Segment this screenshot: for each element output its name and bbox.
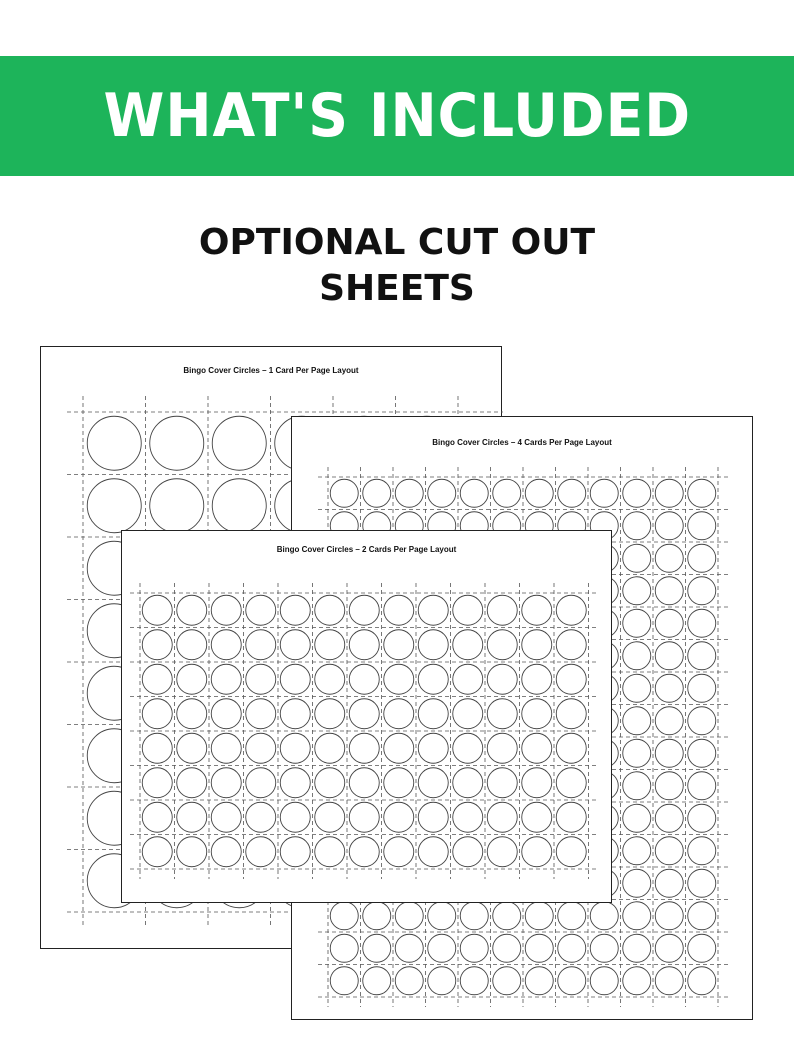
cover-circle bbox=[590, 479, 618, 507]
cover-circle bbox=[655, 577, 683, 605]
cover-circle bbox=[363, 967, 391, 995]
cover-circle bbox=[395, 902, 423, 930]
cover-circle bbox=[623, 512, 651, 540]
cover-circle bbox=[349, 664, 379, 694]
cover-circle bbox=[558, 934, 586, 962]
cover-circle bbox=[428, 934, 456, 962]
cover-circle bbox=[655, 609, 683, 637]
cover-circle bbox=[525, 934, 553, 962]
cover-circle bbox=[177, 768, 207, 798]
cover-circle bbox=[688, 577, 716, 605]
cover-circle bbox=[623, 479, 651, 507]
cover-circle bbox=[349, 733, 379, 763]
cover-circle bbox=[453, 802, 483, 832]
cover-circle bbox=[623, 544, 651, 572]
cover-circle bbox=[212, 479, 266, 533]
cover-circle bbox=[453, 664, 483, 694]
cover-circle bbox=[623, 609, 651, 637]
cover-circle bbox=[384, 733, 414, 763]
header-banner bbox=[0, 56, 794, 176]
cover-circle bbox=[655, 837, 683, 865]
cover-circle bbox=[453, 595, 483, 625]
cover-circle bbox=[522, 837, 552, 867]
cover-circle bbox=[487, 733, 517, 763]
banner-title: WHAT'S INCLUDED bbox=[103, 81, 691, 151]
cover-circle bbox=[487, 768, 517, 798]
subtitle-line-1: OPTIONAL CUT OUT bbox=[198, 222, 596, 263]
cover-circle bbox=[212, 416, 266, 470]
cover-circle bbox=[655, 544, 683, 572]
cover-circle bbox=[688, 804, 716, 832]
cover-circle bbox=[522, 699, 552, 729]
cover-circle bbox=[688, 934, 716, 962]
cover-circle bbox=[418, 733, 448, 763]
cover-circle bbox=[655, 934, 683, 962]
cover-circle bbox=[522, 802, 552, 832]
cover-circle bbox=[623, 804, 651, 832]
cover-circle bbox=[211, 630, 241, 660]
cover-circle bbox=[556, 768, 586, 798]
cover-circle bbox=[418, 837, 448, 867]
cover-circle bbox=[384, 630, 414, 660]
cover-circle bbox=[556, 733, 586, 763]
cover-circle bbox=[363, 902, 391, 930]
cover-circle bbox=[655, 479, 683, 507]
cover-circle bbox=[493, 902, 521, 930]
cover-circle bbox=[688, 902, 716, 930]
cover-circle bbox=[418, 595, 448, 625]
cover-circle bbox=[655, 674, 683, 702]
cover-circle bbox=[655, 869, 683, 897]
cover-circle bbox=[330, 902, 358, 930]
cover-circle bbox=[556, 595, 586, 625]
cover-circle bbox=[688, 512, 716, 540]
cover-circle bbox=[280, 837, 310, 867]
cover-circle bbox=[655, 772, 683, 800]
cover-circle bbox=[487, 595, 517, 625]
cover-circle bbox=[315, 699, 345, 729]
cover-circle bbox=[315, 837, 345, 867]
cover-circle bbox=[428, 479, 456, 507]
cover-circle bbox=[330, 934, 358, 962]
cover-circle bbox=[211, 837, 241, 867]
cover-circle bbox=[315, 595, 345, 625]
cover-circle bbox=[177, 699, 207, 729]
cover-circle bbox=[522, 630, 552, 660]
cover-circle bbox=[280, 733, 310, 763]
cover-circle bbox=[384, 768, 414, 798]
cover-circle bbox=[142, 664, 172, 694]
cover-circle bbox=[177, 733, 207, 763]
cover-circle bbox=[177, 595, 207, 625]
cover-circle bbox=[418, 802, 448, 832]
cover-circle bbox=[246, 802, 276, 832]
cover-circle bbox=[418, 768, 448, 798]
cover-circle bbox=[418, 699, 448, 729]
cover-circle bbox=[590, 967, 618, 995]
cover-circle bbox=[525, 479, 553, 507]
cover-circle bbox=[487, 837, 517, 867]
cover-circle bbox=[211, 802, 241, 832]
cover-circle bbox=[246, 595, 276, 625]
cover-circle bbox=[623, 934, 651, 962]
cover-circle bbox=[493, 479, 521, 507]
cover-circle bbox=[623, 967, 651, 995]
cover-circle bbox=[246, 837, 276, 867]
cover-circle bbox=[487, 630, 517, 660]
cover-circle bbox=[522, 733, 552, 763]
cover-circle bbox=[556, 630, 586, 660]
cover-circle bbox=[177, 630, 207, 660]
cover-circle bbox=[558, 902, 586, 930]
cover-circle bbox=[280, 664, 310, 694]
cover-circle bbox=[349, 837, 379, 867]
cover-circle bbox=[623, 772, 651, 800]
cover-circle bbox=[315, 802, 345, 832]
cover-circle bbox=[453, 630, 483, 660]
cover-circle bbox=[460, 479, 488, 507]
sheet-title: Bingo Cover Circles – 4 Cards Per Page Layout bbox=[432, 438, 612, 447]
cover-circle bbox=[688, 642, 716, 670]
cover-circle bbox=[280, 630, 310, 660]
cover-circle bbox=[623, 902, 651, 930]
cover-circle bbox=[280, 699, 310, 729]
cover-circle bbox=[280, 802, 310, 832]
subtitle-line-2: SHEETS bbox=[319, 268, 475, 309]
cover-circle bbox=[246, 768, 276, 798]
cover-circle bbox=[384, 595, 414, 625]
cover-circle bbox=[395, 479, 423, 507]
cover-circle bbox=[349, 630, 379, 660]
cover-circle bbox=[688, 772, 716, 800]
cover-circle bbox=[330, 479, 358, 507]
cover-circle bbox=[211, 699, 241, 729]
cover-circle bbox=[623, 707, 651, 735]
cover-circle bbox=[211, 733, 241, 763]
cover-circle bbox=[349, 699, 379, 729]
section-subtitle bbox=[0, 220, 794, 312]
cover-circle bbox=[487, 802, 517, 832]
cover-circle bbox=[525, 967, 553, 995]
cover-circle bbox=[556, 802, 586, 832]
cover-circle bbox=[655, 642, 683, 670]
cover-circle bbox=[384, 802, 414, 832]
cover-circle bbox=[330, 967, 358, 995]
cover-circle bbox=[315, 630, 345, 660]
cover-circle bbox=[558, 479, 586, 507]
sheet-title: Bingo Cover Circles – 2 Cards Per Page Layout bbox=[276, 545, 457, 554]
cover-circle bbox=[688, 674, 716, 702]
cover-circle bbox=[623, 642, 651, 670]
cover-circle bbox=[688, 837, 716, 865]
cover-circle bbox=[522, 664, 552, 694]
cover-circle bbox=[177, 837, 207, 867]
cover-circle bbox=[453, 733, 483, 763]
cover-circle bbox=[590, 902, 618, 930]
cover-circle bbox=[493, 967, 521, 995]
cover-circle bbox=[142, 802, 172, 832]
cover-circle bbox=[590, 934, 618, 962]
cover-circle bbox=[211, 595, 241, 625]
cover-circle bbox=[363, 479, 391, 507]
cover-circle bbox=[453, 837, 483, 867]
cover-circle bbox=[655, 512, 683, 540]
cover-circle bbox=[655, 804, 683, 832]
cover-circle bbox=[349, 768, 379, 798]
cover-circles-grid bbox=[122, 531, 613, 904]
cover-circle bbox=[246, 699, 276, 729]
cover-circle bbox=[142, 768, 172, 798]
cover-circle bbox=[315, 733, 345, 763]
cover-circle bbox=[460, 967, 488, 995]
cover-circle bbox=[623, 869, 651, 897]
cover-circle bbox=[623, 674, 651, 702]
cover-circle bbox=[623, 739, 651, 767]
cover-circle bbox=[487, 664, 517, 694]
cover-circle bbox=[87, 479, 141, 533]
cover-circle bbox=[177, 802, 207, 832]
cover-circle bbox=[623, 577, 651, 605]
cover-circle bbox=[349, 802, 379, 832]
cover-circle bbox=[211, 664, 241, 694]
cover-circle bbox=[211, 768, 241, 798]
cover-circle bbox=[142, 630, 172, 660]
cover-circle bbox=[384, 699, 414, 729]
cover-circle bbox=[280, 768, 310, 798]
cover-circle bbox=[655, 902, 683, 930]
cover-circle bbox=[556, 664, 586, 694]
cover-circle bbox=[246, 733, 276, 763]
cover-circle bbox=[556, 699, 586, 729]
cover-circle bbox=[623, 837, 651, 865]
cover-circle bbox=[315, 768, 345, 798]
cover-circle bbox=[428, 967, 456, 995]
cover-circle bbox=[522, 595, 552, 625]
sheet-title: Bingo Cover Circles – 1 Card Per Page Layout bbox=[183, 366, 359, 375]
cover-circle bbox=[246, 664, 276, 694]
cover-circle bbox=[363, 934, 391, 962]
cover-circle bbox=[384, 837, 414, 867]
cover-circle bbox=[688, 479, 716, 507]
cover-circle bbox=[688, 707, 716, 735]
cover-circle bbox=[246, 630, 276, 660]
cover-circle bbox=[688, 544, 716, 572]
cover-circle bbox=[558, 967, 586, 995]
cover-circle bbox=[493, 934, 521, 962]
cover-circle bbox=[453, 699, 483, 729]
cover-circle bbox=[418, 630, 448, 660]
cover-circle bbox=[177, 664, 207, 694]
cover-circle bbox=[142, 595, 172, 625]
cover-circle bbox=[150, 416, 204, 470]
cover-circle bbox=[460, 934, 488, 962]
cover-circle bbox=[556, 837, 586, 867]
cover-circle bbox=[142, 837, 172, 867]
cover-circle bbox=[395, 934, 423, 962]
cover-circle bbox=[349, 595, 379, 625]
cover-circle bbox=[280, 595, 310, 625]
cover-circle bbox=[522, 768, 552, 798]
cover-circle bbox=[418, 664, 448, 694]
sheet-2-cards-layout bbox=[121, 530, 612, 903]
cover-circle bbox=[688, 967, 716, 995]
cover-circle bbox=[655, 967, 683, 995]
cover-circle bbox=[142, 699, 172, 729]
cover-circle bbox=[384, 664, 414, 694]
cover-circle bbox=[487, 699, 517, 729]
cover-circle bbox=[395, 967, 423, 995]
cover-circle bbox=[688, 739, 716, 767]
cover-circle bbox=[453, 768, 483, 798]
cover-circle bbox=[688, 869, 716, 897]
cover-circle bbox=[655, 707, 683, 735]
cover-circle bbox=[142, 733, 172, 763]
cover-circle bbox=[525, 902, 553, 930]
cover-circle bbox=[655, 739, 683, 767]
cover-circle bbox=[428, 902, 456, 930]
cover-circle bbox=[315, 664, 345, 694]
cover-circle bbox=[460, 902, 488, 930]
cover-circle bbox=[150, 479, 204, 533]
cover-circle bbox=[688, 609, 716, 637]
cover-circle bbox=[87, 416, 141, 470]
